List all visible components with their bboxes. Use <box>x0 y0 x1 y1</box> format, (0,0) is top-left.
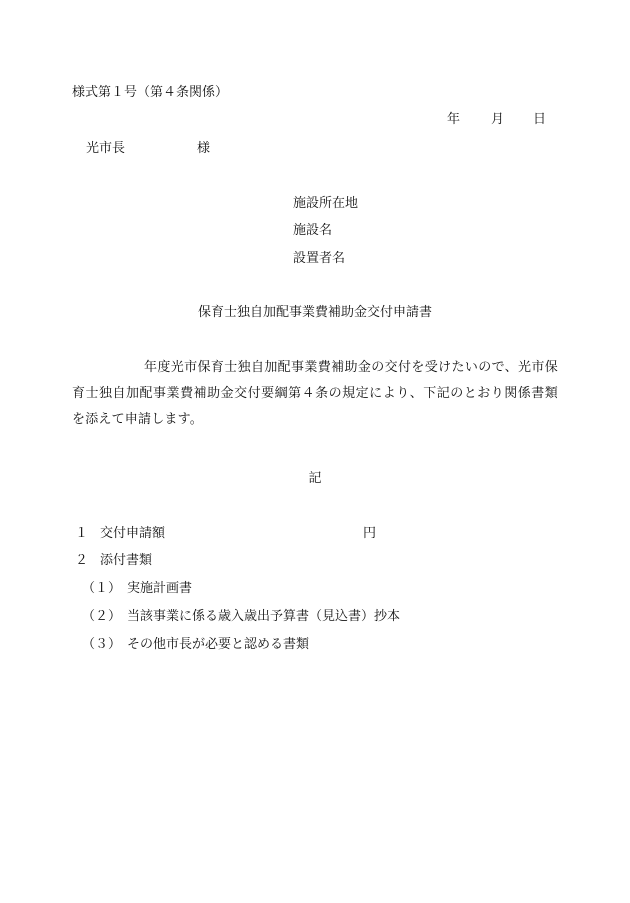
attachment-1-label: 実施計画書 <box>127 581 193 596</box>
item1-label: 交付申請額 <box>100 526 166 541</box>
facility-address-label: 施設所在地 <box>293 196 359 211</box>
document-title: 保育士独自加配事業費補助金交付申請書 <box>197 305 432 320</box>
item2-number: ２ <box>75 553 89 568</box>
addressee-honorific: 様 <box>197 141 211 156</box>
body-paragraph: 年度光市保育士独自加配事業費補助金の交付を受けたいので、光市保育士独自加配事業費補助金交付要綱第４条の規定により、下記のとおり関係書類を添えて申請します。 <box>72 360 558 427</box>
form-number: 様式第１号（第４条関係） <box>72 85 229 100</box>
attachment-1-number: （１） <box>82 581 122 596</box>
ki-label: 記 <box>308 471 322 486</box>
addressee-name: 光市長 <box>86 141 126 156</box>
attachment-2-label: 当該事業に係る歳入歳出予算書（見込書）抄本 <box>127 609 401 624</box>
date-month-label: 月 <box>491 112 505 127</box>
item2-label: 添付書類 <box>100 553 153 568</box>
facility-name-label: 施設名 <box>293 223 333 238</box>
attachment-3-number: （３） <box>82 637 122 652</box>
founder-name-label: 設置者名 <box>293 251 346 266</box>
date-year-label: 年 <box>447 112 461 127</box>
date-day-label: 日 <box>533 112 547 127</box>
attachment-3-label: その他市長が必要と認める書類 <box>127 637 310 652</box>
item1-unit: 円 <box>363 526 377 541</box>
attachment-2-number: （２） <box>82 609 122 624</box>
item1-number: １ <box>75 526 89 541</box>
